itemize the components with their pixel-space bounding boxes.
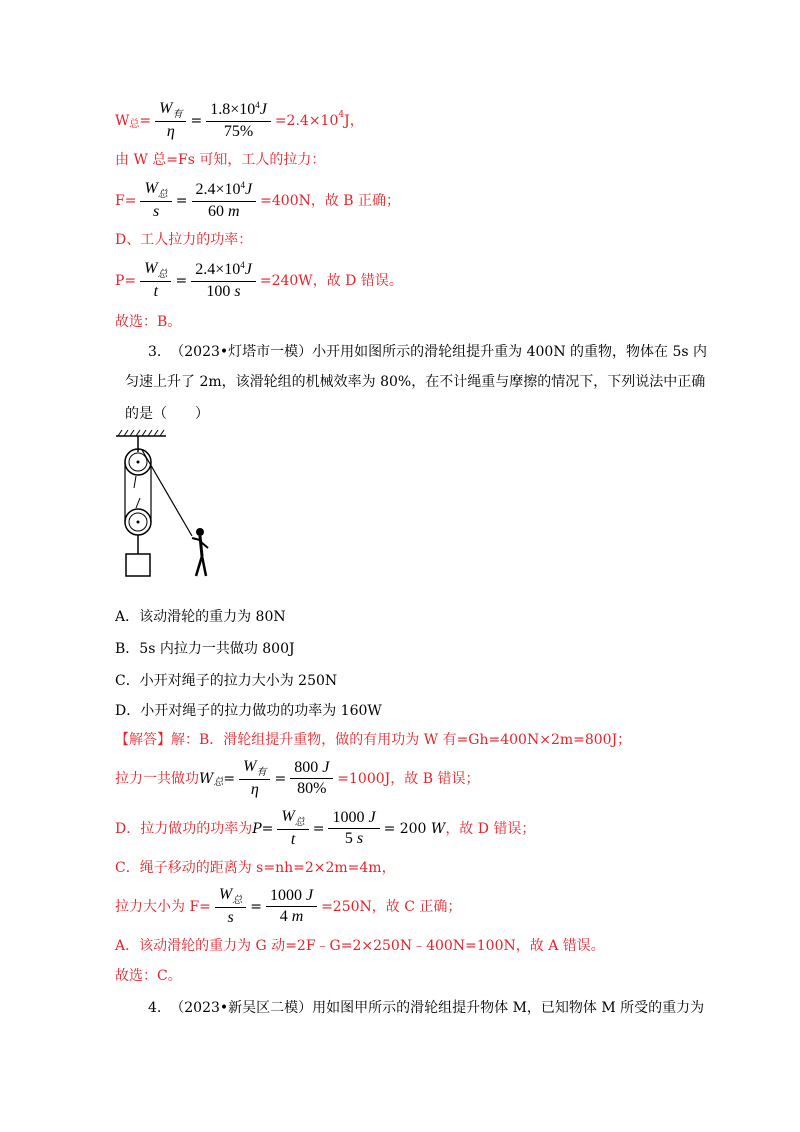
fraction: $\frac{2.4\times 10^4J}{60 m}$ — [192, 181, 257, 221]
answer-line-2: 拉力一共做功 W 总 = $\frac{W_有}{\eta}$ = $\frac{800 J}{80\%}$ =1000J，故 B 错误； — [115, 758, 480, 798]
option-a: A．该动滑轮的重力为 80N — [115, 609, 286, 625]
fraction: $\frac{W_总}{s}$ — [140, 180, 171, 221]
fraction: $\frac{W_总}{t}$ — [140, 260, 171, 301]
option-d: D．小开对绳子的拉力做功的功率为 160W — [115, 703, 382, 719]
option-b: B．5s 内拉力一共做功 800J — [115, 641, 295, 657]
question-3-line3: 的是（ ） — [125, 406, 209, 422]
answer-line-5: 拉力大小为 F= $\frac{W_总}{s}$ = $\frac{1000 J}{4 m}$ =250N，故 C 正确； — [115, 886, 462, 926]
equation-power: P= $\frac{W_总}{t}$ = $\frac{2.4\times 10^4J}{100 s}$ =240W，故 D 错误。 — [115, 259, 403, 300]
option-c: C．小开对绳子的拉力大小为 250N — [115, 673, 338, 689]
fraction: $\frac{800 J}{80\%}$ — [290, 759, 333, 798]
fraction: $\frac{2.4\times 10^4J}{100 s}$ — [191, 261, 256, 301]
question-3-line2: 匀速上升了 2m，该滑轮组的机械效率为 80%，在不计绳重与摩擦的情况下，下列说法中正确 — [125, 374, 706, 390]
answer-choice: 故选：B。 — [115, 314, 182, 330]
answer-tag: 【解答】 — [115, 732, 171, 748]
answer-line-7: 故选：C。 — [115, 968, 182, 984]
answer-line-1: 【解答】解：B．滑轮组提升重物，做的有用功为 W 有=Gh=400N×2m=800J； — [115, 732, 632, 748]
fraction: $\frac{W_有}{\eta}$ — [155, 100, 186, 141]
equation-force: F= $\frac{W_总}{s}$ = $\frac{2.4\times 10^4J}{60 m}$ =400N，故 B 正确； — [115, 179, 401, 220]
fraction: $\frac{1000 J}{5 s}$ — [328, 809, 379, 848]
question-4-line1: 4. （2023•新吴区二模）用如图甲所示的滑轮组提升物体 M，已知物体 M 所受的重力为 — [148, 1000, 705, 1016]
pulley-diagram — [112, 428, 222, 583]
question-3-line1: 3. （2023•灯塔市一模）小开用如图所示的滑轮组提升重为 400N 的重物，物体在 5s 内 — [148, 344, 708, 360]
answer-line-3: D．拉力做功的功率为 P = $\frac{W_总}{t}$ = $\frac{1000 J}{5 s}$ = 200 W ，故 D 错误； — [115, 808, 536, 848]
equation-total-work: W 总 = $\frac{W_有}{\eta}$ = $\frac{1.8\times 10^4J}{75\%}$ =2.4×10 4 J， — [115, 99, 364, 140]
text-line: D、工人拉力的功率： — [115, 232, 253, 248]
fraction: $\frac{1000 J}{4 m}$ — [266, 887, 317, 926]
fraction: $\frac{W_总}{s}$ — [215, 886, 246, 927]
text-line: 由 W 总=Fs 可知，工人的拉力： — [115, 152, 326, 168]
answer-line-6: A．该动滑轮的重力为 G 动=2F﹣G=2×250N﹣400N=100N，故 A 错误。 — [115, 938, 605, 954]
fraction: $\frac{1.8\times 10^4J}{75\%}$ — [206, 101, 271, 141]
answer-line-4: C．绳子移动的距离为 s=nh=2×2m=4m， — [115, 860, 396, 876]
fraction: $\frac{W_有}{\eta}$ — [239, 758, 270, 799]
fraction: $\frac{W_总}{t}$ — [277, 808, 308, 849]
